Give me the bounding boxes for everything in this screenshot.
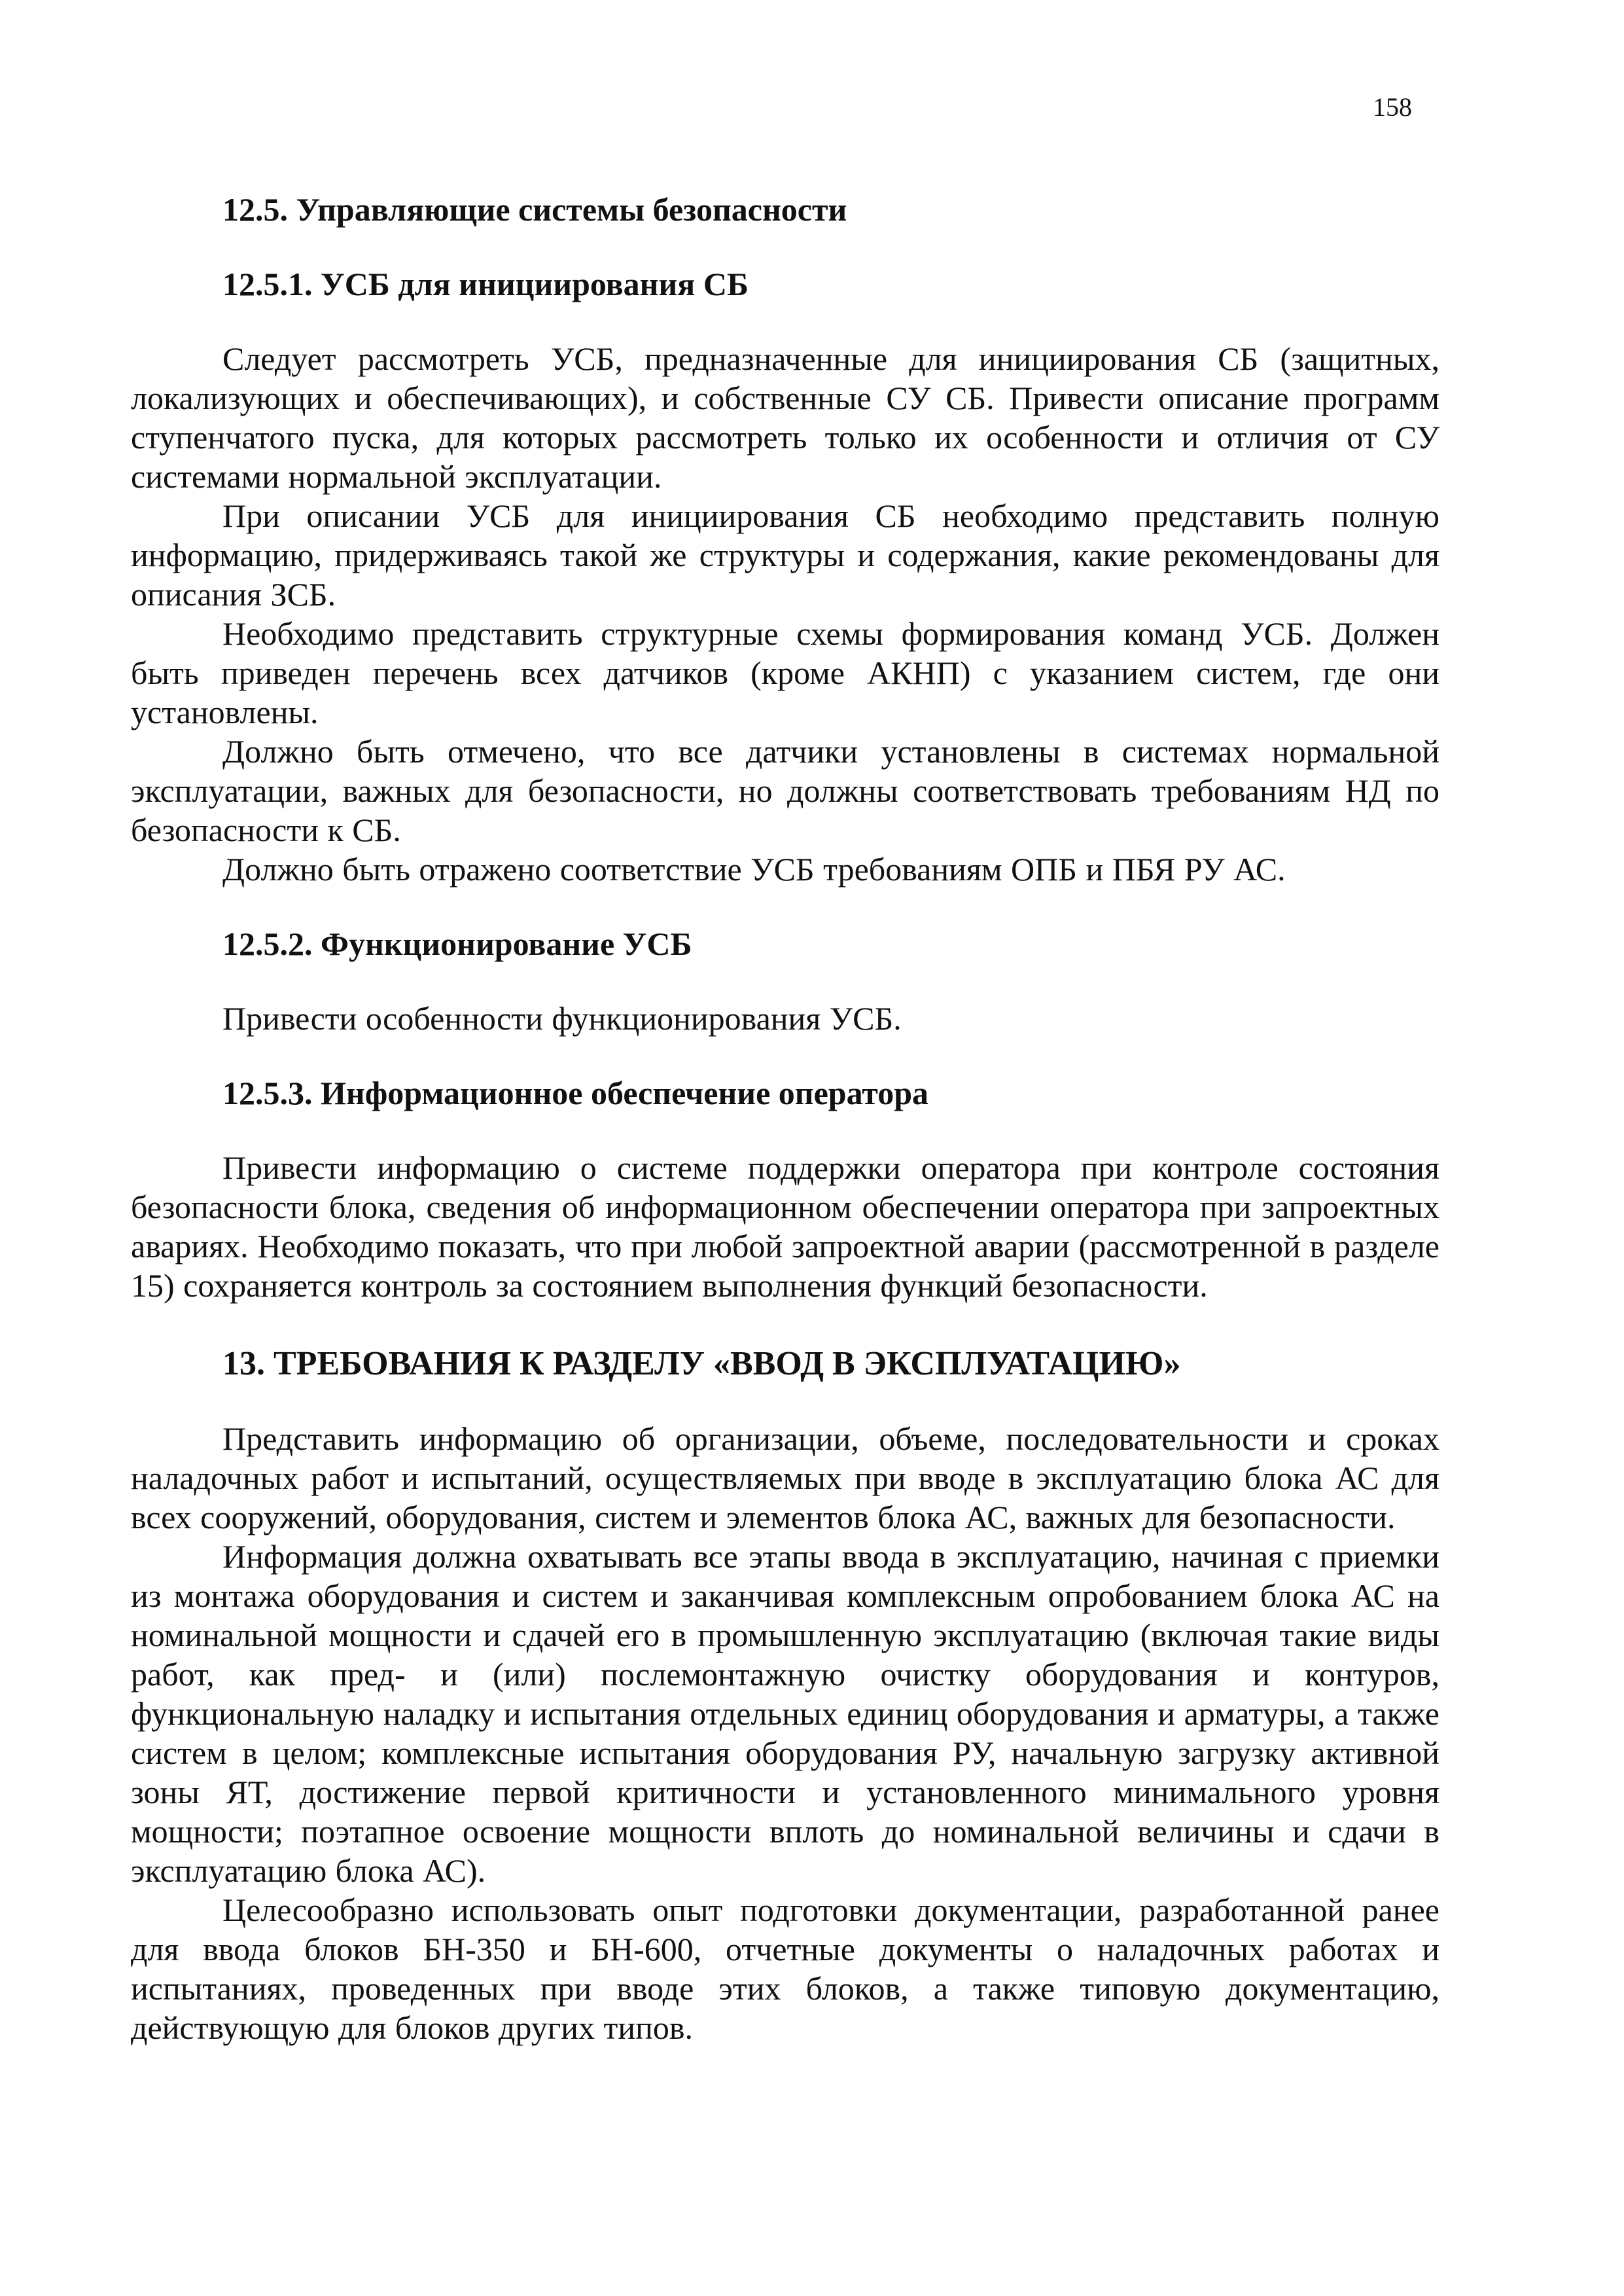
section-heading-12-5-3: 12.5.3. Информационное обеспечение оператора xyxy=(222,1075,929,1111)
paragraph: Представить информацию об организации, объеме, последовательности и сроках наладочных работ и испытаний, осуществляемых при вводе в эксплуатацию блока АС для всех сооружений, оборудования, систем и элементов блока АС, важных для безопасности. xyxy=(131,1420,1439,1535)
paragraph: Информация должна охватывать все этапы ввода в эксплуатацию, начиная с приемки из монтажа оборудования и систем и заканчивая комплексным опробованием блока АС на номинальной мощности и сдачей его в промышленную эксплуатацию (включая такие виды работ, как пред- и (или) послемонтажную очистку оборудования и контуров, функциональную наладку и испытания отдельных единиц оборудования и арматуры, а также систем в целом; комплексные испытания оборудования РУ, начальную загрузку активной зоны ЯТ, достижение первой критичности и установленного минимального уровня мощности; поэтапное освоение мощности вплоть до номинальной величины и сдачи в эксплуатацию блока АС). xyxy=(131,1538,1439,1889)
paragraph: При описании УСБ для инициирования СБ необходимо представить полную информацию, придерживаясь такой же структуры и содержания, какие рекомендованы для описания ЗСБ. xyxy=(131,497,1439,613)
section-heading-12-5: 12.5. Управляющие системы безопасности xyxy=(222,191,847,228)
section-body-13 xyxy=(131,1419,1439,2047)
paragraph: Должно быть отражено соответствие УСБ требованиям ОПБ и ПБЯ РУ АС. xyxy=(222,851,1286,888)
section-heading-12-5-1: 12.5.1. УСБ для инициирования СБ xyxy=(222,266,749,302)
page-number: 158 xyxy=(1373,92,1412,122)
section-body-12-5-1 xyxy=(131,339,1439,889)
paragraph: Целесообразно использовать опыт подготовки документации, разработанной ранее для ввода блоков БН-350 и БН-600, отчетные документы о наладочных работах и испытаниях, проведенных при вводе этих блоков, а также типовую документацию, действующую для блоков других типов. xyxy=(131,1892,1439,2046)
section-body-12-5-2 xyxy=(131,999,1439,1038)
section-heading-13: 13. ТРЕБОВАНИЯ К РАЗДЕЛУ «ВВОД В ЭКСПЛУАТАЦИЮ» xyxy=(222,1345,1181,1382)
paragraph: Должно быть отмечено, что все датчики установлены в системах нормальной эксплуатации, важных для безопасности, но должны соответствовать требованиям НД по безопасности к СБ. xyxy=(131,733,1439,848)
paragraph: Привести особенности функционирования УСБ. xyxy=(222,1000,902,1037)
paragraph: Необходимо представить структурные схемы формирования команд УСБ. Должен быть приведен перечень всех датчиков (кроме АКНП) с указанием систем, где они установлены. xyxy=(131,615,1439,730)
page-content xyxy=(131,190,1439,2047)
section-heading-12-5-2: 12.5.2. Функционирование УСБ xyxy=(222,925,692,962)
section-body-12-5-3 xyxy=(131,1148,1439,1305)
paragraph: Привести информацию о системе поддержки оператора при контроле состояния безопасности блока, сведения об информационном обеспечении оператора при запроектных авариях. Необходимо показать, что при любой запроектной аварии (рассмотренной в разделе 15) сохраняется контроль за состоянием выполнения функций безопасности. xyxy=(131,1149,1439,1304)
paragraph: Следует рассмотреть УСБ, предназначенные для инициирования СБ (защитных, локализующих и обеспечивающих), и собственные СУ СБ. Привести описание программ ступенчатого пуска, для которых рассмотреть только их особенности и отличия от СУ системами нормальной эксплуатации. xyxy=(131,340,1439,495)
